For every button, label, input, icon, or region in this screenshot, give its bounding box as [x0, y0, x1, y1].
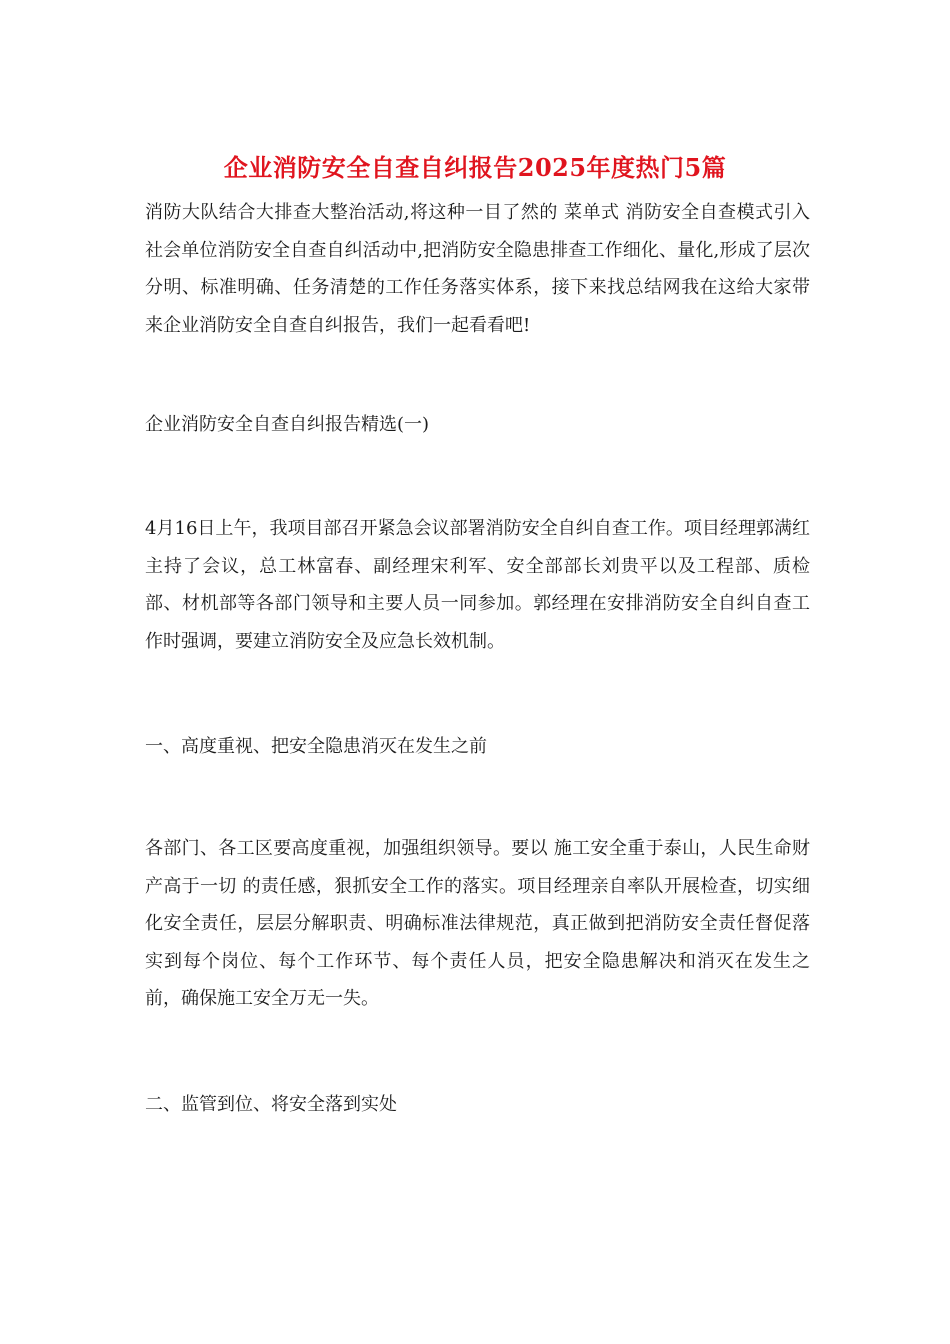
heading-one: 一、高度重视、把安全隐患消灭在发生之前	[145, 736, 487, 757]
section-paragraph: 4月16日上午，我项目部召开紧急会议部署消防安全自纠自查工作。项目经理郭满红主持了会议，总工林富春、副经理宋利军、安全部部长刘贵平以及工程部、质检部、材机部等各部门领导和主要人员一同参加。郭经理在安排消防安全自纠自查工作时强调，要建立消防安全及应急长效机制。	[145, 518, 810, 652]
heading-one-paragraph: 各部门、各工区要高度重视，加强组织领导。要以 施工安全重于泰山，人民生命财产高于一切 的责任感，狠抓安全工作的落实。项目经理亲自率队开展检查，切实细化安全责任，层层分解职责、明确标准法律规范，真正做到把消防安全责任督促落实到每个岗位、每个工作环节、每个责任人员，把安全隐患解决和消灭在发生之前，确保施工安全万无一失。	[145, 838, 810, 1009]
heading-two: 二、监管到位、将安全落到实处	[145, 1094, 397, 1115]
intro-paragraph: 消防大队结合大排查大整治活动,将这种一目了然的 菜单式 消防安全自查模式引入社会单位消防安全自查自纠活动中,把消防安全隐患排查工作细化、量化,形成了层次分明、标准明确、任务清楚的工作任务落实体系，接下来找总结网我在这给大家带来企业消防安全自查自纠报告，我们一起看看吧!	[145, 202, 810, 336]
section-title: 企业消防安全自查自纠报告精选(一)	[145, 414, 430, 435]
document-title: 企业消防安全自查自纠报告2025年度热门5篇	[223, 153, 727, 182]
